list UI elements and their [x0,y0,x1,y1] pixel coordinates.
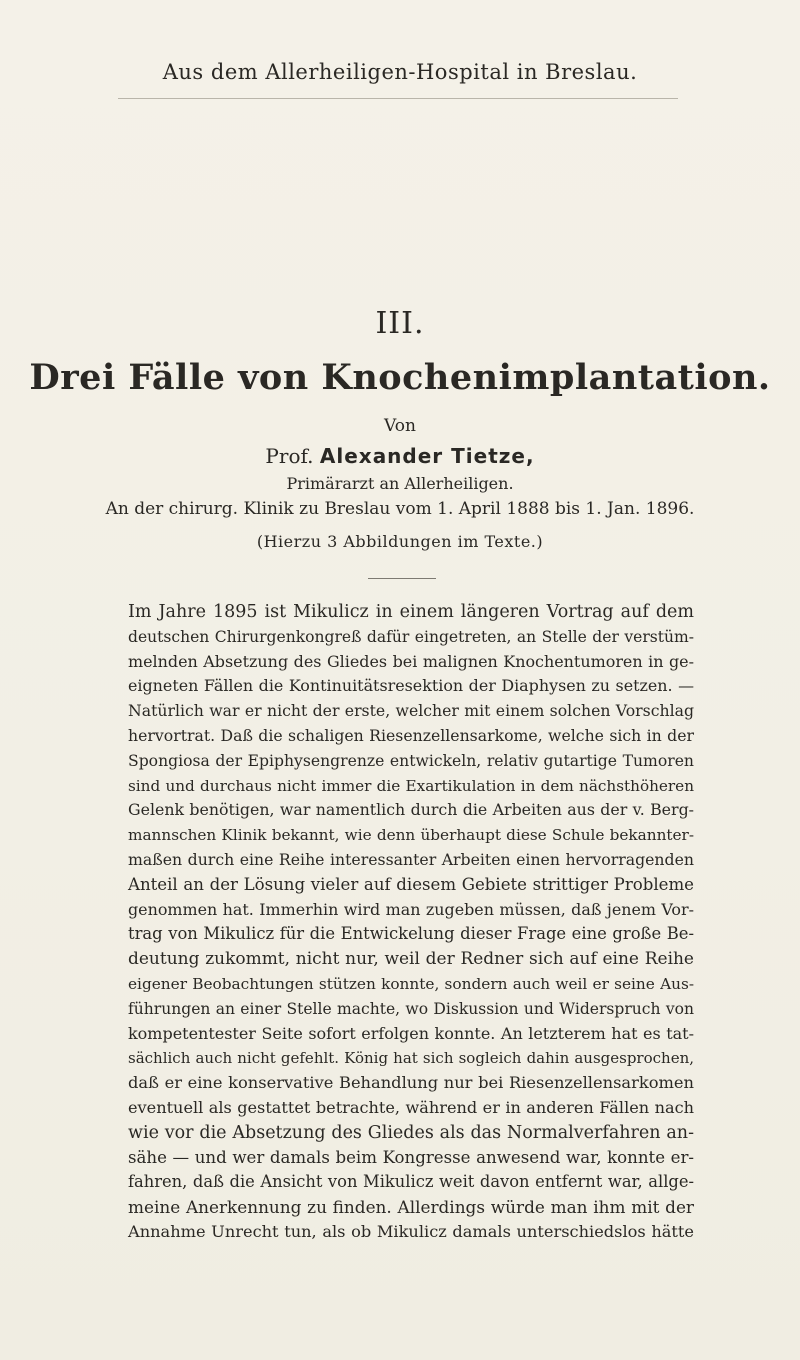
body-line: genommen hat. Immerhin wird man zugeben müssen, daß jenem Vor- [128,899,694,919]
body-line: Im Jahre 1895 ist Mikulicz in einem längeren Vortrag auf dem [128,602,694,622]
body-line: deutschen Chirurgenkongreß dafür eingetreten, an Stelle der verstüm- [128,627,694,646]
body-line: wie vor die Absetzung des Gliedes als das Normalverfahren an- [128,1122,694,1143]
body-line: Annahme Unrecht tun, als ob Mikulicz damals unterschiedslos hätte [128,1221,694,1241]
article-title: Drei Fälle von Knochenimplantation. [29,357,771,398]
author-prefix: Prof. [265,444,314,468]
body-line: sähe — und wer damals beim Kongresse anwesend war, konnte er- [128,1147,694,1167]
byline-von: Von [384,416,416,436]
body-line: eventuell als gestattet betrachte, während er in anderen Fällen nach [128,1097,694,1117]
body-line: kompetentester Seite sofort erfolgen konnte. An letzterem hat es tat- [128,1023,694,1043]
body-line: mannschen Klinik bekannt, wie denn überhaupt diese Schule bekannter- [128,826,694,845]
body-line: meine Anerkennung zu finden. Allerdings würde man ihm mit der [128,1197,694,1218]
body-line: eigneten Fällen die Kontinuitätsresektion der Diaphysen zu setzen. — [128,676,694,696]
body-line: melnden Absetzung des Gliedes bei malignen Knochentumoren in ge- [128,651,694,671]
author-line [0,444,800,468]
body-line: trag von Mikulicz für die Entwickelung dieser Frage eine große Be- [128,924,694,944]
body-line: sind und durchaus nicht immer die Exartikulation in dem nächsthöheren [128,776,694,795]
body-line: fahren, daß die Ansicht von Mikulicz weit davon entfernt war, allge- [128,1172,694,1192]
body-line: Anteil an der Lösung vieler auf diesem Gebiete strittiger Probleme [128,874,694,894]
body-line: Gelenk benötigen, war namentlich durch die Arbeiten aus der v. Berg- [128,800,694,820]
header-rule [118,98,678,99]
body-line: deutung zukommt, nicht nur, weil der Redner sich auf eine Reihe [128,949,694,970]
body-line: Spongiosa der Epiphysengrenze entwickeln, relativ gutartige Tumoren [128,751,694,770]
author-position: Primärarzt an Allerheiligen. [286,474,514,493]
section-divider [368,578,436,579]
body-line: führungen an einer Stelle machte, wo Diskussion und Widerspruch von [128,999,694,1018]
body-line: daß er eine konservative Behandlung nur bei Riesenzellensarkomen [128,1073,694,1093]
body-line: hervortrat. Daß die schaligen Riesenzellensarkome, welche sich in der [128,725,694,745]
body-text [128,600,694,1245]
author-name: Alexander Tietze, [319,444,535,468]
body-line: Natürlich war er nicht der erste, welcher mit einem solchen Vorschlag [128,701,694,721]
running-head: Aus dem Allerheiligen-Hospital in Breslau. [162,60,638,84]
body-line: maßen durch eine Reihe interessanter Arbeiten einen hervorragenden [128,849,694,869]
figures-note: (Hierzu 3 Abbildungen im Texte.) [256,532,544,551]
affiliation: An der chirurg. Klinik zu Breslau vom 1. April 1888 bis 1. Jan. 1896. [105,499,695,519]
body-line: sächlich auch nicht gefehlt. König hat sich sogleich dahin ausgesprochen, [128,1049,694,1068]
section-number: III. [375,306,425,341]
body-line: eigener Beobachtungen stützen konnte, sondern auch weil er seine Aus- [128,974,694,993]
